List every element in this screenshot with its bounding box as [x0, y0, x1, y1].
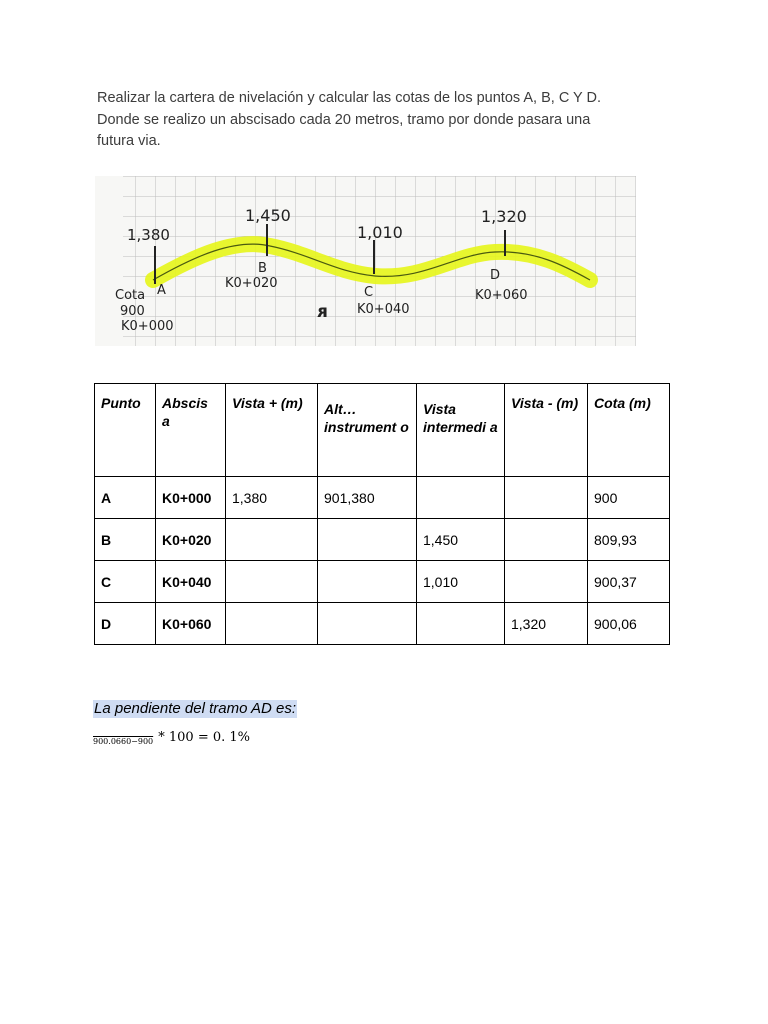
instrument-icon: ᴙ: [317, 302, 328, 322]
cell-cota: 900: [588, 477, 670, 519]
cell-cota: 900,06: [588, 603, 670, 645]
start-cota-label: Cota: [115, 288, 146, 303]
exercise-line-2: Donde se realizo un abscisado cada 20 metros, tramo por donde pasara una: [97, 111, 591, 128]
cell-punto: C: [95, 561, 156, 603]
reading-a: 1,380: [127, 226, 170, 244]
leveling-table: [94, 383, 670, 645]
label-a: A: [157, 283, 166, 298]
start-station: K0+000: [121, 319, 174, 334]
start-cota-value: 900: [120, 304, 145, 319]
header-vista-mas: Vista + (m): [226, 384, 318, 477]
cell-vista-menos: 1,320: [505, 603, 588, 645]
exercise-text: [97, 88, 643, 153]
reading-c: 1,010: [357, 223, 403, 242]
cell-cota: 900,37: [588, 561, 670, 603]
cell-vista-menos: [505, 477, 588, 519]
table-row: [95, 603, 670, 645]
label-d: D: [490, 268, 501, 283]
header-altura-instrumento: Alt… instrument o: [318, 384, 417, 477]
cell-punto: B: [95, 519, 156, 561]
cell-vista-mas: [226, 603, 318, 645]
cell-altura-instrumento: [318, 603, 417, 645]
label-b: B: [258, 261, 267, 276]
cell-vista-intermedia: [417, 477, 505, 519]
cell-abscisa: K0+000: [156, 477, 226, 519]
table-row: [95, 519, 670, 561]
station-k0060: K0+060: [475, 288, 528, 303]
cell-abscisa: K0+020: [156, 519, 226, 561]
header-vista-menos: Vista - (m): [505, 384, 588, 477]
exercise-line-1: Realizar la cartera de nivelación y calcular las cotas de los puntos A, B, C Y D.: [97, 90, 601, 106]
header-cota: Cota (m): [588, 384, 670, 477]
reading-d: 1,320: [481, 207, 527, 226]
table-row: [95, 477, 670, 519]
cell-abscisa: K0+040: [156, 561, 226, 603]
cell-vista-intermedia: 1,010: [417, 561, 505, 603]
cell-punto: A: [95, 477, 156, 519]
table-row: [95, 561, 670, 603]
cell-altura-instrumento: 901,380: [318, 477, 417, 519]
leveling-sketch: [95, 176, 636, 346]
pendiente-formula: [93, 726, 250, 745]
header-abscisa: Abscis a: [156, 384, 226, 477]
cell-vista-menos: [505, 561, 588, 603]
cell-vista-mas: 1,380: [226, 477, 318, 519]
pendiente-label: La pendiente del tramo AD es:: [94, 700, 297, 717]
cell-altura-instrumento: [318, 561, 417, 603]
formula-result: * 100 = 0. 1%: [158, 730, 251, 745]
cell-punto: D: [95, 603, 156, 645]
header-vista-intermedia: Vista intermedi a: [417, 384, 505, 477]
station-k0020: K0+020: [225, 276, 278, 291]
cell-altura-instrumento: [318, 519, 417, 561]
header-punto: Punto: [95, 384, 156, 477]
label-c: C: [364, 285, 374, 300]
exercise-line-3: futura via.: [97, 133, 161, 149]
formula-fraction: 900.0660−900: [93, 737, 154, 746]
cell-cota: 809,93: [588, 519, 670, 561]
cell-vista-intermedia: [417, 603, 505, 645]
cell-abscisa: K0+060: [156, 603, 226, 645]
reading-b: 1,450: [245, 206, 291, 225]
cell-vista-intermedia: 1,450: [417, 519, 505, 561]
cell-vista-mas: [226, 561, 318, 603]
cell-vista-mas: [226, 519, 318, 561]
station-k0040: K0+040: [357, 302, 410, 317]
cell-vista-menos: [505, 519, 588, 561]
table-header-row: [95, 384, 670, 477]
